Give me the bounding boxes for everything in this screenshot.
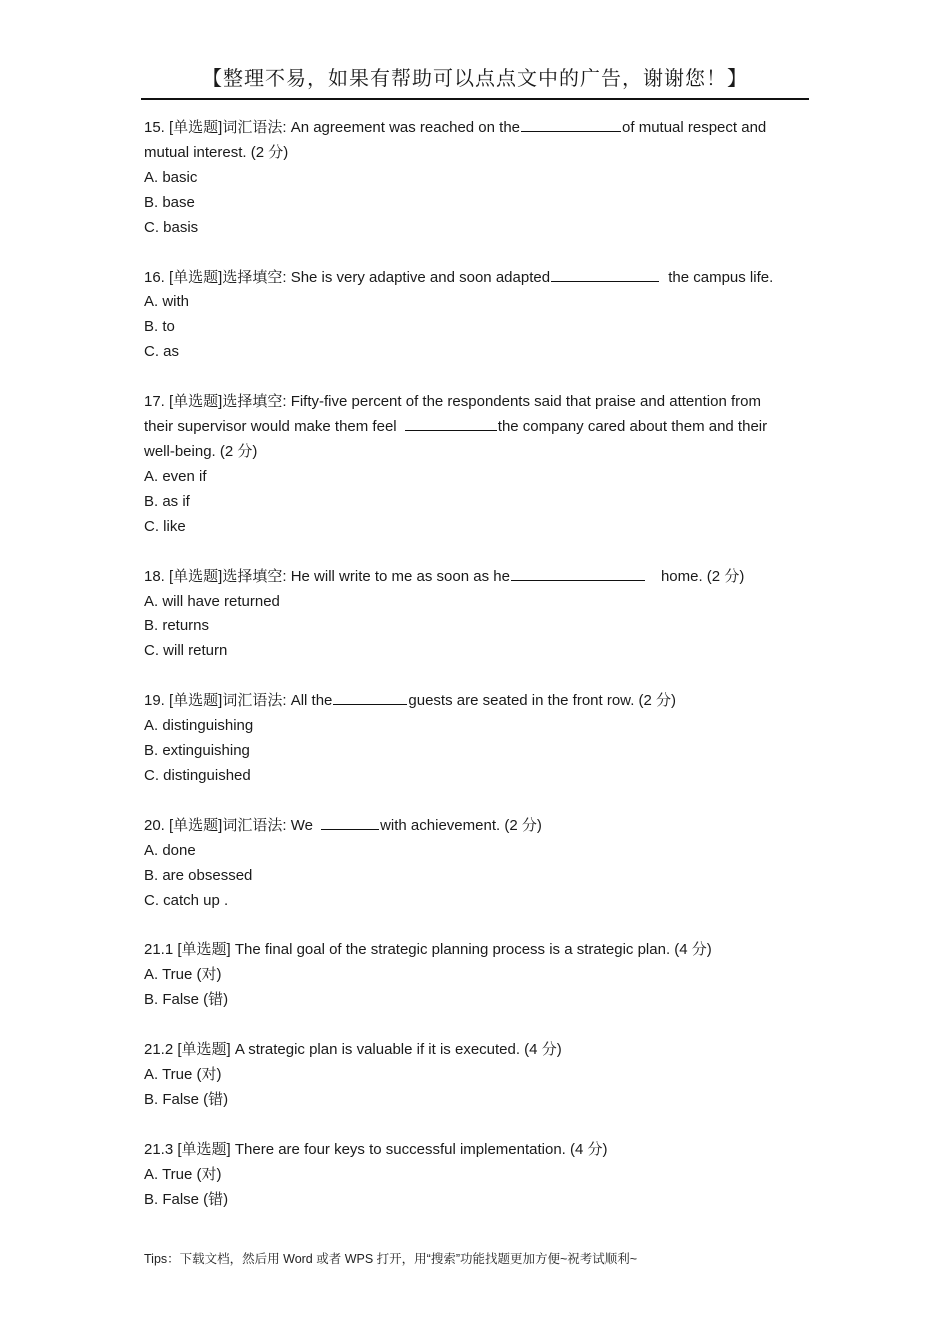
option-b[interactable]: B. as if (144, 492, 190, 510)
question-text: 21.3 [单选题] There are four keys to successful implementation. (4 分) (144, 1140, 608, 1158)
answer-blank (405, 416, 497, 431)
question-20 (144, 814, 804, 914)
footer-tips: Tips：下载文档，然后用 Word 或者 WPS 打开，用“搜索”功能找题更加方便~祝考试顺利~ (144, 1252, 638, 1266)
question-21-1 (144, 938, 804, 1013)
question-text: their supervisor would make them feel the company cared about them and their (144, 418, 768, 436)
option-a[interactable]: A. basic (144, 168, 198, 186)
question-text: 17. [单选题]选择填空: Fifty-five percent of the respondents said that praise and attention from (144, 393, 761, 411)
answer-blank (521, 117, 621, 132)
option-b[interactable]: B. extinguishing (144, 742, 250, 760)
question-15 (144, 116, 804, 241)
option-b[interactable]: B. returns (144, 617, 210, 635)
question-18 (144, 565, 804, 665)
question-16 (144, 266, 804, 366)
answer-blank (321, 815, 379, 830)
option-c[interactable]: C. like (144, 517, 186, 535)
answer-blank (333, 690, 407, 705)
question-list (144, 116, 804, 1238)
option-a[interactable]: A. distinguishing (144, 717, 254, 735)
question-text: 20. [单选题]词汇语法: We with achievement. (2 分) (144, 816, 542, 834)
question-text: mutual interest. (2 分) (144, 143, 289, 161)
question-text: 18. [单选题]选择填空: He will write to me as soon as he home. (2 分) (144, 567, 745, 585)
option-b[interactable]: B. False (错) (144, 1091, 229, 1108)
option-b[interactable]: B. False (错) (144, 991, 229, 1009)
question-text: 15. [单选题]词汇语法: An agreement was reached on the of mutual respect and (144, 119, 767, 136)
question-19 (144, 689, 804, 789)
option-a[interactable]: A. done (144, 841, 196, 859)
question-text: 19. [单选题]词汇语法: All the guests are seated in the front row. (2 分) (144, 692, 677, 710)
option-b[interactable]: B. are obsessed (144, 866, 253, 884)
question-text: 16. [单选题]选择填空: She is very adaptive and soon adapted the campus life. (144, 268, 774, 286)
option-c[interactable]: C. as (144, 343, 180, 361)
option-a[interactable]: A. even if (144, 467, 207, 485)
option-b[interactable]: B. False (错) (144, 1190, 229, 1208)
question-text: 21.1 [单选题] The final goal of the strategic planning process is a strategic plan. (4 分) (144, 941, 712, 959)
question-17 (144, 390, 804, 539)
option-a[interactable]: A. will have returned (144, 592, 280, 610)
option-c[interactable]: C. distinguished (144, 766, 251, 784)
option-a[interactable]: A. True (对) (144, 1066, 222, 1084)
header-divider (141, 98, 809, 100)
option-c[interactable]: C. will return (144, 642, 228, 660)
option-b[interactable]: B. base (144, 193, 195, 211)
option-c[interactable]: C. catch up . (144, 891, 229, 909)
page-banner: 【整理不易，如果有帮助可以点点文中的广告，谢谢您！】 (202, 66, 748, 90)
option-a[interactable]: A. True (对) (144, 1165, 222, 1183)
question-21-3 (144, 1138, 804, 1213)
option-b[interactable]: B. to (144, 318, 175, 336)
option-c[interactable]: C. basis (144, 218, 199, 236)
question-text: well-being. (2 分) (144, 442, 258, 460)
answer-blank (511, 566, 645, 581)
answer-blank (551, 267, 659, 282)
question-text: 21.2 [单选题] A strategic plan is valuable if it is executed. (4 分) (144, 1041, 562, 1059)
option-a[interactable]: A. with (144, 293, 190, 311)
question-21-2 (144, 1038, 804, 1113)
option-a[interactable]: A. True (对) (144, 966, 222, 984)
